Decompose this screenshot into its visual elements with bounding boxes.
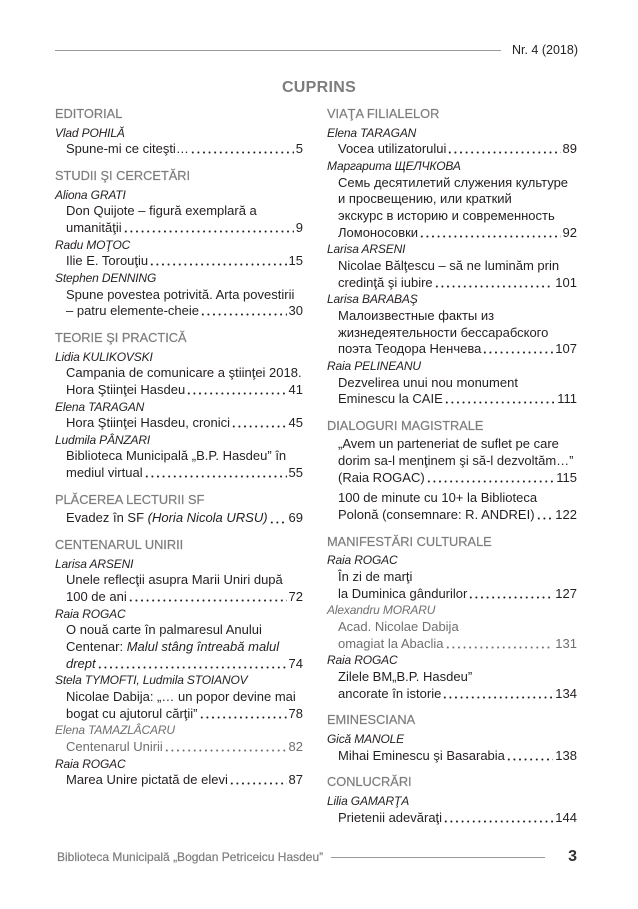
toc-section — [327, 712, 577, 764]
entry-page-number: 127 — [555, 585, 577, 601]
entry-page-number: 74 — [288, 655, 303, 671]
toc-entry — [55, 556, 303, 606]
entry-page-number: 82 — [288, 738, 303, 754]
toc-entry — [55, 399, 303, 432]
entry-title-line — [327, 141, 577, 158]
entry-author: Gică MANOLE — [327, 731, 405, 746]
entry-title-line — [327, 191, 577, 208]
entry-title: Unele reflecţii asupra Marii Uniri după — [66, 572, 283, 588]
footer-rule — [331, 857, 545, 858]
entry-author: Stela TYMOFTI, Ludmila STOIANOV — [55, 673, 248, 688]
entry-title-line — [55, 203, 303, 220]
entry-author: Vlad POHILĂ — [55, 125, 125, 140]
entry-page-number: 41 — [288, 381, 303, 397]
entry-title-line — [327, 453, 577, 470]
entry-title-line — [327, 619, 577, 636]
dot-leader — [443, 810, 553, 827]
entry-title-line — [55, 141, 303, 158]
entry-title: Nicolae Dabija: „… un popor devine mai — [66, 689, 296, 704]
entry-page-number: 45 — [288, 415, 303, 431]
dot-leader — [97, 656, 287, 673]
entry-title: Dezvelirea unui nou monument — [338, 374, 518, 390]
entry-title: Biblioteca Municipală „B.P. Hasdeu” în — [66, 448, 287, 464]
section-heading: EDITORIAL — [55, 106, 123, 121]
toc-entry — [55, 349, 303, 399]
entry-title-segment: drept — [66, 655, 96, 671]
toc-entry — [55, 125, 303, 158]
entry-title-line — [55, 287, 303, 304]
dot-leader — [444, 391, 555, 408]
section-heading: MANIFESTĂRI CULTURALE — [327, 533, 492, 549]
entry-title-line — [55, 465, 303, 482]
entry-title: umanităţii — [66, 219, 122, 235]
entry-title: credinţă şi iubire — [338, 274, 433, 290]
dot-leader — [149, 253, 286, 270]
entry-title: поэта Теодора Ненчева — [338, 341, 482, 357]
dot-leader — [506, 748, 553, 765]
entry-title: 100 de minute cu 10+ la Biblioteca — [338, 490, 538, 506]
entry-title-line — [55, 303, 303, 320]
entry-title-line — [55, 510, 303, 527]
toc-entry — [55, 432, 303, 482]
entry-title-line — [55, 415, 303, 432]
dot-leader — [231, 415, 287, 432]
entry-author: Ludmila PÂNZARI — [55, 432, 151, 447]
entry-title: bogat cu ajutorul cărţii” — [66, 705, 198, 721]
entry-title-line — [327, 686, 577, 703]
toc-entry — [327, 552, 577, 602]
entry-author: Raia ROGAC — [327, 653, 398, 668]
entry-title: Polonă (consemnare: R. ANDREI) — [338, 507, 535, 523]
dot-leader — [269, 510, 287, 527]
entry-title: O nouă carte în palmaresul Anului — [66, 622, 262, 638]
dot-leader — [144, 465, 287, 482]
toc-entry — [55, 756, 303, 789]
entry-author: Aliona GRATI — [55, 187, 126, 202]
entry-title: экскурс в историю и современность — [338, 207, 555, 223]
entry-title-line — [55, 706, 303, 723]
entry-title-line — [327, 375, 577, 392]
dot-leader — [186, 382, 286, 399]
toc-entry — [327, 731, 577, 764]
entry-title-line — [55, 639, 303, 656]
entry-page-number: 122 — [555, 507, 577, 523]
entry-title-line — [327, 748, 577, 765]
entry-title: Don Quijote – figură exemplară a — [66, 203, 257, 219]
entry-title-line — [327, 325, 577, 342]
toc-entry — [327, 652, 577, 702]
entry-title: Prietenii adevăraţi — [338, 809, 443, 825]
entry-author: Larisa ARSENI — [327, 242, 406, 257]
entry-author: Raia ROGAC — [327, 553, 398, 568]
entry-author: Elena TARAGAN — [327, 125, 417, 140]
entry-page-number: 69 — [288, 510, 303, 526]
entry-title-line — [327, 175, 577, 192]
entry-page-number: 138 — [555, 747, 577, 763]
entry-page-number: 101 — [555, 274, 577, 290]
dot-leader — [199, 706, 287, 723]
entry-page-number: 5 — [295, 141, 303, 157]
entry-title: „Avem un parteneriat de suflet pe care — [338, 436, 559, 452]
entry-title-line — [327, 636, 577, 653]
toc-entry — [327, 602, 577, 652]
toc-entry — [55, 270, 303, 320]
entry-title-line — [55, 589, 303, 606]
entry-author: Lidia KULIKOVSKI — [55, 349, 153, 364]
dot-leader — [468, 586, 553, 603]
entry-author: Alexandru MORARU — [327, 603, 436, 618]
entry-page-number: 115 — [556, 469, 577, 485]
entry-title — [66, 656, 96, 673]
toc-entry — [327, 436, 577, 486]
entry-page-number: 55 — [288, 465, 303, 481]
entry-title-line — [55, 382, 303, 399]
section-heading: CENTENARUL UNIRII — [55, 537, 184, 553]
entry-title-line — [327, 225, 577, 242]
dot-leader — [447, 141, 560, 158]
entry-author: Elena TARAGAN — [55, 399, 145, 414]
entry-title-line — [55, 365, 303, 382]
dot-leader — [128, 589, 287, 606]
toc-section — [327, 774, 577, 826]
entry-title-line — [55, 772, 303, 789]
entry-title: 100 de ani — [66, 589, 127, 605]
toc-entry — [55, 510, 303, 527]
dot-leader — [482, 341, 553, 358]
entry-title-segment: Centenar: — [66, 639, 127, 655]
entry-author: Raia ROGAC — [55, 606, 126, 621]
entry-title-line — [55, 572, 303, 589]
dot-leader — [200, 303, 287, 320]
entry-title: ancorate în istorie — [338, 685, 442, 701]
entry-page-number: 131 — [555, 635, 577, 651]
entry-title: Spune povestea potrivită. Arta povestirii — [66, 286, 295, 302]
entry-title: Mihai Eminescu şi Basarabia — [338, 747, 505, 763]
entry-title-line — [327, 341, 577, 358]
entry-author: Lilia GAMARŢA — [327, 793, 410, 808]
toc-section — [55, 168, 303, 320]
section-heading: VIAŢA FILIALELOR — [327, 106, 440, 121]
entry-title-line — [327, 586, 577, 603]
entry-author: Larisa ARSENI — [55, 556, 134, 571]
section-heading: PLĂCEREA LECTURII SF — [55, 491, 205, 507]
entry-title-segment: Malul stâng întreabă malul — [126, 639, 280, 655]
dot-leader — [229, 772, 287, 789]
entry-title: Eminescu la CAIE — [338, 391, 443, 407]
entry-author: Raia ROGAC — [55, 756, 126, 771]
entry-title: Campania de comunicare a ştiinţei 2018. — [66, 365, 302, 381]
entry-title-line — [327, 490, 577, 507]
toc-entry — [55, 237, 303, 270]
entry-author: Larisa BARABAŞ — [327, 292, 418, 307]
entry-author: Radu MOŢOC — [55, 237, 131, 252]
entry-title: (Raia ROGAC) — [338, 469, 425, 485]
toc-entry — [327, 125, 577, 158]
dot-leader — [434, 275, 554, 292]
entry-title: Acad. Nicolae Dabija — [338, 619, 459, 635]
issue-number: Nr. 4 (2018) — [511, 43, 578, 57]
entry-page-number: 9 — [295, 219, 303, 235]
entry-page-number: 107 — [555, 341, 577, 357]
entry-title: и просвещению, или краткий — [338, 191, 512, 207]
entry-title: Spune-mi ce citeşti… — [66, 141, 189, 157]
entry-page-number: 78 — [288, 705, 303, 721]
entry-title: Hora Ştiinţei Hasdeu — [66, 381, 186, 397]
entry-title-line — [327, 258, 577, 275]
entry-title-line — [55, 253, 303, 270]
toc-entry — [327, 793, 577, 826]
entry-title-line — [327, 569, 577, 586]
toc-section — [327, 106, 577, 408]
entry-title-line — [55, 739, 303, 756]
entry-title: În zi de marţi — [338, 569, 413, 585]
toc-section — [55, 537, 303, 789]
entry-title: Vocea utilizatorului — [338, 141, 447, 157]
entry-title: Marea Unire pictată de elevi — [66, 772, 228, 788]
toc-section — [327, 534, 577, 703]
section-heading: CONLUCRĂRI — [327, 774, 412, 790]
section-heading: STUDII ŞI CERCETĂRI — [55, 167, 191, 183]
entry-author: Raia PELINEANU — [327, 358, 421, 373]
entry-title-line — [55, 656, 303, 673]
toc-column-right — [327, 106, 577, 826]
entry-title-line — [327, 208, 577, 225]
entry-title: Семь десятилетий служения культуре — [338, 174, 569, 190]
entry-title-line — [55, 622, 303, 639]
entry-title — [66, 639, 279, 654]
entry-page-number: 92 — [562, 224, 577, 240]
entry-title-line — [55, 220, 303, 237]
entry-title: Малоизвестные факты из — [338, 307, 495, 323]
dot-leader — [123, 220, 294, 237]
toc-section — [55, 330, 303, 482]
dot-leader — [419, 225, 560, 242]
entry-page-number: 111 — [557, 391, 577, 407]
toc-entry — [327, 158, 577, 241]
toc-entry — [55, 187, 303, 237]
entry-title-line — [327, 470, 577, 487]
entry-title-line — [327, 275, 577, 292]
dot-leader — [445, 636, 554, 653]
dot-leader — [164, 739, 287, 756]
section-heading: TEORIE ŞI PRACTICĂ — [55, 329, 187, 345]
entry-title — [66, 510, 268, 527]
entry-title: Nicolae Bălţescu – să ne luminăm prin — [338, 257, 560, 273]
entry-title: – patru elemente-cheie — [66, 303, 199, 319]
entry-author: Маргарита ЩЕЛЧКОВА — [327, 158, 461, 173]
section-heading: EMINESCIANA — [327, 712, 416, 728]
dot-leader — [190, 141, 294, 158]
entry-title: mediul virtual — [66, 465, 143, 481]
footer-publisher: Biblioteca Municipală „Bogdan Petriceicu Hasdeu” — [57, 850, 324, 864]
entry-title-line — [327, 436, 577, 453]
entry-title-segment: Evadez în SF — [66, 510, 148, 526]
toc-entry — [327, 490, 577, 523]
entry-title-line — [327, 507, 577, 524]
dot-leader — [426, 470, 555, 487]
entry-title-line — [55, 448, 303, 465]
entry-title-line — [327, 669, 577, 686]
entry-title: Ilie E. Torouţiu — [66, 253, 149, 269]
toc-entry — [55, 606, 303, 673]
entry-page-number: 30 — [288, 303, 303, 319]
dot-leader — [536, 507, 554, 524]
entry-title: omagiat la Abaclia — [338, 635, 444, 651]
toc-column-left — [55, 106, 303, 789]
entry-page-number: 87 — [288, 772, 303, 788]
entry-title-line — [327, 810, 577, 827]
entry-title: жизнедеятельности бессарабского — [338, 324, 549, 340]
entry-title-segment: (Horia Nicola URSU) — [147, 510, 268, 526]
toc-entry — [327, 291, 577, 358]
entry-title: dorim sa-l menţinem şi să-l dezvoltăm…” — [338, 453, 574, 469]
entry-title: la Duminica gândurilor — [338, 585, 468, 601]
section-heading: DIALOGURI MAGISTRALE — [327, 417, 484, 433]
toc-entry — [327, 241, 577, 291]
entry-title-line — [327, 308, 577, 325]
entry-page-number: 89 — [562, 141, 577, 157]
entry-title-line — [55, 689, 303, 706]
entry-title: Ломоносовки — [338, 224, 419, 240]
toc-section — [55, 492, 303, 527]
entry-title: Zilele BM„B.P. Hasdeu” — [338, 669, 473, 684]
entry-page-number: 15 — [288, 253, 303, 269]
entry-page-number: 134 — [555, 685, 577, 701]
toc-section — [55, 106, 303, 158]
page-title: CUPRINS — [281, 79, 357, 96]
entry-author: Elena TAMAZLÂCARU — [55, 723, 175, 738]
entry-author: Stephen DENNING — [55, 270, 157, 285]
entry-title: Hora Ştiinţei Hasdeu, cronici — [66, 415, 231, 431]
dot-leader — [442, 686, 553, 703]
toc-entry — [327, 358, 577, 408]
entry-title-line — [327, 391, 577, 408]
toc-entry — [55, 722, 303, 755]
toc-entry — [55, 672, 303, 722]
toc-section — [327, 418, 577, 524]
page-number: 3 — [568, 848, 577, 865]
entry-page-number: 72 — [288, 589, 303, 605]
entry-title: Centenarul Unirii — [66, 738, 163, 754]
entry-page-number: 144 — [555, 809, 577, 825]
header-rule — [55, 50, 501, 51]
